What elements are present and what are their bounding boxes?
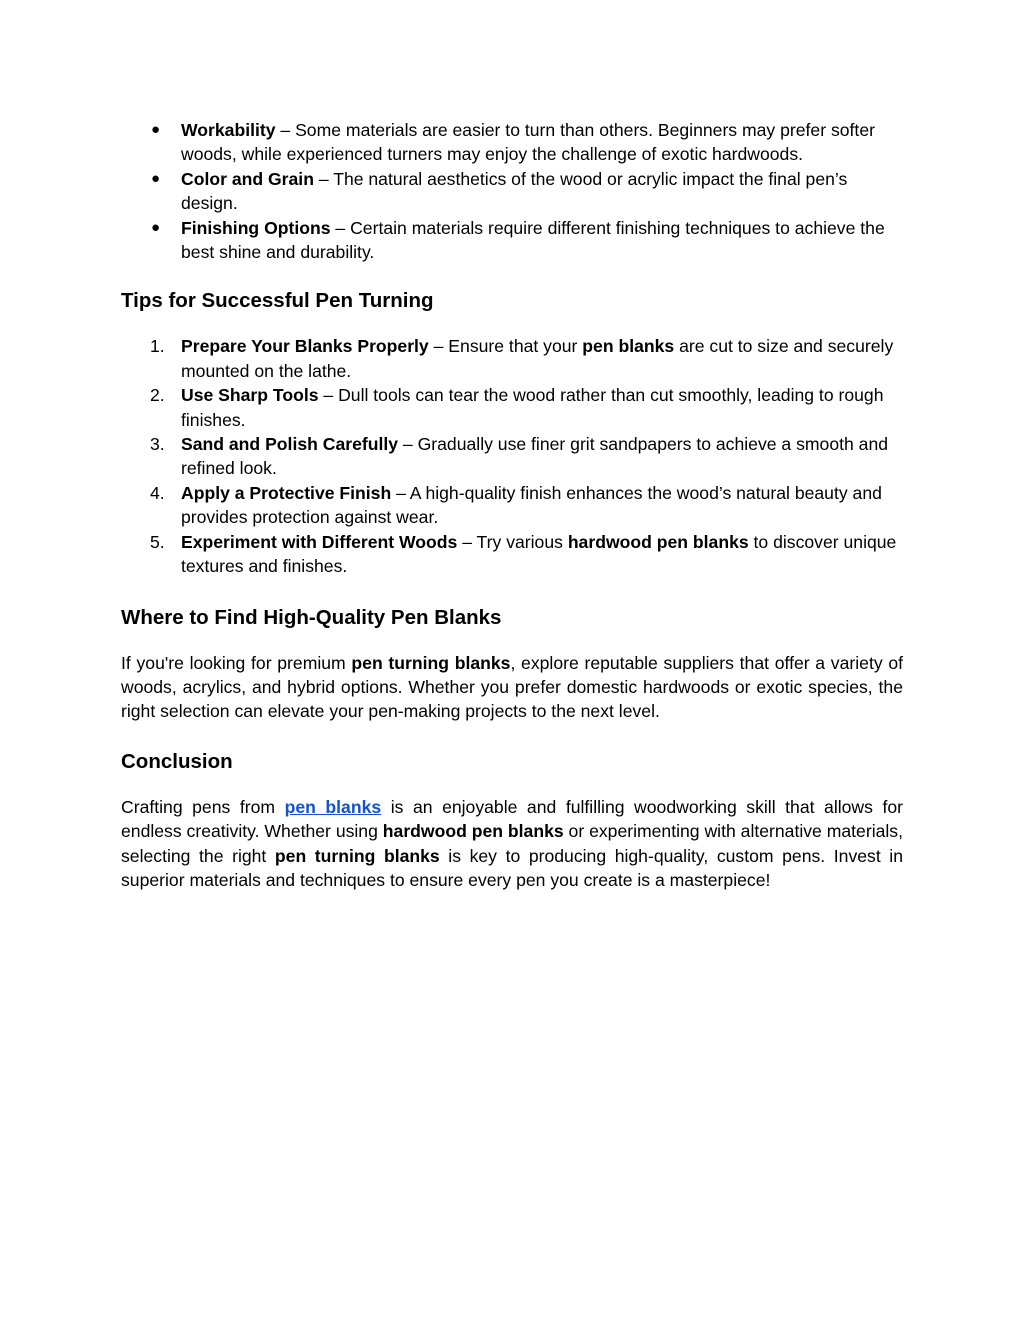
- paragraph-bold: pen turning blanks: [351, 652, 511, 673]
- list-item: [121, 216, 903, 265]
- list-item-text: to discover unique textures and finishes.: [181, 531, 897, 577]
- list-item-term: Color and Grain: [181, 168, 314, 189]
- list-item: [121, 167, 903, 216]
- list-item-bold: hardwood pen blanks: [567, 531, 749, 552]
- list-item-text: – Certain materials require different finishing techniques to achieve the best shine and durability.: [181, 217, 885, 263]
- list-item-term: Use Sharp Tools: [181, 385, 319, 406]
- list-number: 3.: [150, 434, 165, 455]
- material-considerations-list: [121, 118, 903, 264]
- list-item-text: are cut to size and securely mounted on the lathe.: [181, 336, 894, 381]
- paragraph-text: or experimenting with alternative materials, selecting the right: [121, 821, 903, 866]
- conclusion-paragraph: [121, 795, 903, 893]
- list-item: [121, 118, 903, 167]
- list-item-term: Workability: [181, 120, 276, 140]
- list-item-text: – Gradually use finer grit sandpapers to achieve a smooth and refined look.: [181, 434, 889, 479]
- list-item-bold: pen blanks: [582, 336, 675, 357]
- list-item: [121, 530, 903, 579]
- paragraph-text: Crafting pens from: [121, 796, 285, 817]
- list-item-term: Sand and Polish Carefully: [181, 434, 399, 455]
- list-item-text: – Try various: [457, 531, 568, 552]
- where-paragraph: [121, 651, 903, 724]
- paragraph-text: is an enjoyable and fulfilling woodworking skill that allows for endless creativity. Whether using: [121, 796, 904, 842]
- list-item-text: – A high-quality finish enhances the wood’s natural beauty and provides protection against wear.: [181, 482, 882, 528]
- bullet-icon: ●: [151, 121, 161, 138]
- pen-blanks-link[interactable]: pen blanks: [284, 796, 382, 817]
- list-item-term: Experiment with Different Woods: [181, 531, 458, 552]
- paragraph-text: , explore reputable suppliers that offer a variety of woods, acrylics, and hybrid options. Whether you prefer domestic hardwoods or exotic species, the right selection can elevate your pen-making projects to the next level.: [121, 652, 904, 722]
- list-number: 2.: [150, 385, 165, 406]
- where-heading: Where to Find High-Quality Pen Blanks: [121, 605, 502, 629]
- paragraph-bold: pen turning blanks: [274, 845, 440, 866]
- list-item-term: Finishing Options: [181, 217, 331, 238]
- list-number: 5.: [150, 531, 165, 552]
- list-number: 1.: [150, 336, 165, 357]
- bullet-icon: ●: [151, 218, 161, 236]
- list-item-term: Apply a Protective Finish: [181, 482, 392, 503]
- paragraph-text: If you're looking for premium: [121, 652, 352, 673]
- tips-heading: Tips for Successful Pen Turning: [121, 289, 434, 313]
- list-item-text: – Dull tools can tear the wood rather than cut smoothly, leading to rough finishes.: [181, 385, 884, 430]
- list-item-text: – The natural aesthetics of the wood or acrylic impact the final pen’s design.: [181, 168, 848, 214]
- list-item-text: – Some materials are easier to turn than others. Beginners may prefer softer woods, while experienced turners may enjoy the challenge of exotic hardwoods.: [181, 120, 875, 165]
- conclusion-heading: Conclusion: [121, 749, 233, 773]
- paragraph-bold: hardwood pen blanks: [382, 821, 564, 842]
- list-item: [121, 383, 903, 432]
- list-item: [121, 432, 903, 481]
- list-item-term: Prepare Your Blanks Properly: [181, 336, 429, 357]
- list-item: [121, 334, 903, 383]
- bullet-icon: ●: [151, 169, 161, 187]
- list-number: 4.: [150, 482, 165, 503]
- list-item: [121, 481, 903, 530]
- paragraph-text: is key to producing high-quality, custom pens. Invest in superior materials and techniques to ensure every pen you create is a masterpiece!: [121, 845, 904, 890]
- list-item-text: – Ensure that your: [428, 336, 583, 357]
- document-page: [121, 118, 903, 892]
- tips-list: [121, 334, 903, 578]
